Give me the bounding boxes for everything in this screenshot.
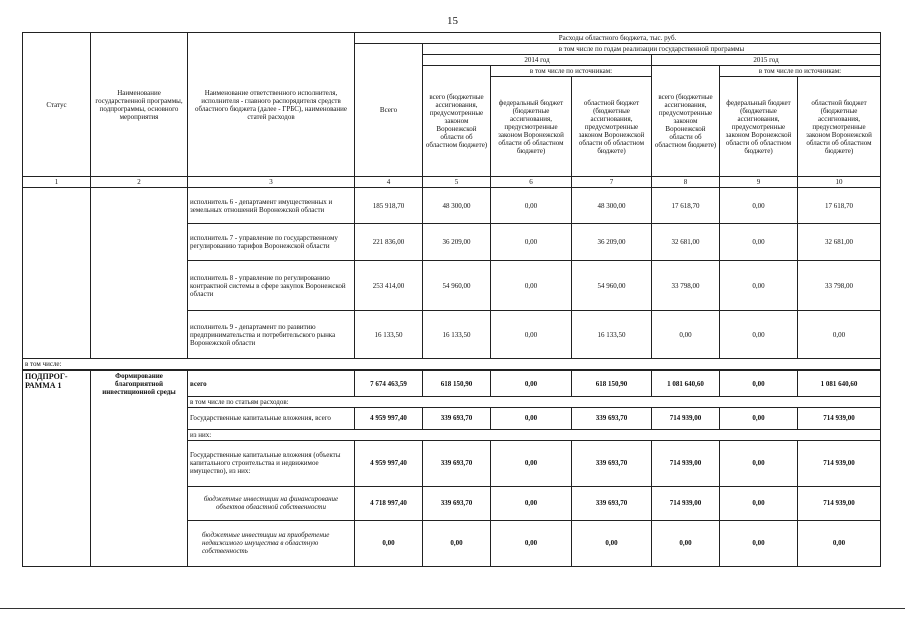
value-cell: 618 150,90 <box>572 370 652 396</box>
header-by-years: в том числе по годам реализации государственной программы <box>423 44 881 55</box>
value-cell: 36 209,00 <box>423 224 491 261</box>
value-cell: 17 618,70 <box>652 188 720 224</box>
including-label: в том числе: <box>23 359 881 371</box>
header-total: Всего <box>355 44 423 177</box>
value-cell: 339 693,70 <box>572 407 652 429</box>
column-number: 6 <box>491 177 572 188</box>
value-cell: 0,00 <box>491 440 572 486</box>
column-number: 10 <box>798 177 881 188</box>
value-cell: 1 081 640,60 <box>652 370 720 396</box>
value-cell: 0,00 <box>720 311 798 359</box>
value-cell: 221 836,00 <box>355 224 423 261</box>
row-label: всего <box>188 370 355 396</box>
value-cell: 0,00 <box>652 311 720 359</box>
value-cell: 0,00 <box>798 520 881 566</box>
table-row-executor-6 <box>23 188 881 224</box>
table-row-subprogram-total <box>23 370 881 396</box>
by-articles-label: в том числе по статьям расходов: <box>188 396 881 407</box>
header-2015-regional: областной бюджет (бюджетные ассигнования, предусмотренные законом Воронежской области об областном бюджете) <box>798 77 881 177</box>
value-cell: 339 693,70 <box>572 440 652 486</box>
value-cell: 0,00 <box>491 311 572 359</box>
value-cell: 32 681,00 <box>652 224 720 261</box>
column-number: 2 <box>91 177 188 188</box>
status-cell <box>23 188 91 359</box>
header-year-2015: 2015 год <box>652 55 881 66</box>
value-cell: 0,00 <box>572 520 652 566</box>
subprogram-status: ПОДПРОГ-РАММА 1 <box>23 370 91 566</box>
value-cell: 0,00 <box>798 311 881 359</box>
value-cell: 1 081 640,60 <box>798 370 881 396</box>
value-cell: 714 939,00 <box>652 407 720 429</box>
value-cell: 339 693,70 <box>423 440 491 486</box>
value-cell: 36 209,00 <box>572 224 652 261</box>
value-cell: 253 414,00 <box>355 261 423 311</box>
column-number: 1 <box>23 177 91 188</box>
value-cell: 48 300,00 <box>572 188 652 224</box>
value-cell: 0,00 <box>720 486 798 520</box>
value-cell: 339 693,70 <box>572 486 652 520</box>
value-cell: 0,00 <box>652 520 720 566</box>
header-2014-sources: в том числе по источникам: <box>491 66 652 77</box>
value-cell: 0,00 <box>491 224 572 261</box>
value-cell: 0,00 <box>720 440 798 486</box>
value-cell: 4 718 997,40 <box>355 486 423 520</box>
value-cell: 16 133,50 <box>572 311 652 359</box>
bottom-divider <box>0 608 905 609</box>
value-cell: 339 693,70 <box>423 407 491 429</box>
header-program-name: Наименование государственной программы, подпрограммы, основного мероприятия <box>91 33 188 177</box>
value-cell: 17 618,70 <box>798 188 881 224</box>
header-2015-all: всего (бюджетные ассигнования, предусмотренные законом Воронежской области об областном бюджете) <box>652 66 720 177</box>
value-cell: 0,00 <box>720 224 798 261</box>
value-cell: 714 939,00 <box>652 486 720 520</box>
value-cell: 7 674 463,59 <box>355 370 423 396</box>
row-label: исполнитель 7 - управление по государственному регулированию тарифов Воронежской области <box>188 224 355 261</box>
column-number: 7 <box>572 177 652 188</box>
column-number: 3 <box>188 177 355 188</box>
value-cell: 0,00 <box>491 407 572 429</box>
row-label: Государственные капитальные вложения, всего <box>188 407 355 429</box>
value-cell: 33 798,00 <box>798 261 881 311</box>
header-2014-all: всего (бюджетные ассигнования, предусмотренные законом Воронежской области об областном бюджете) <box>423 66 491 177</box>
header-2014-federal: федеральный бюджет (бюджетные ассигнования, предусмотренные законом Воронежской области об областном бюджете) <box>491 77 572 177</box>
column-number: 5 <box>423 177 491 188</box>
value-cell: 54 960,00 <box>423 261 491 311</box>
value-cell: 33 798,00 <box>652 261 720 311</box>
header-2015-sources: в том числе по источникам: <box>720 66 881 77</box>
value-cell: 0,00 <box>355 520 423 566</box>
value-cell: 32 681,00 <box>798 224 881 261</box>
header-2015-federal: федеральный бюджет (бюджетные ассигнования, предусмотренные законом Воронежской области об областном бюджете) <box>720 77 798 177</box>
row-label: бюджетные инвестиции на приобретение недвижимого имущества в областную собственность <box>188 520 355 566</box>
value-cell: 0,00 <box>491 188 572 224</box>
budget-table <box>22 32 881 567</box>
value-cell: 0,00 <box>491 261 572 311</box>
value-cell: 0,00 <box>720 407 798 429</box>
header-expenses: Расходы областного бюджета, тыс. руб. <box>355 33 881 44</box>
value-cell: 16 133,50 <box>355 311 423 359</box>
value-cell: 618 150,90 <box>423 370 491 396</box>
program-cell <box>91 188 188 359</box>
row-label: Государственные капитальные вложения (объекты капитального строительства и недвижимое имущество), из них: <box>188 440 355 486</box>
row-label: исполнитель 9 - департамент по развитию предпринимательства и потребительского рынка Воронежской области <box>188 311 355 359</box>
value-cell: 714 939,00 <box>798 486 881 520</box>
value-cell: 0,00 <box>720 188 798 224</box>
row-label: исполнитель 6 - департамент имущественных и земельных отношений Воронежской области <box>188 188 355 224</box>
value-cell: 714 939,00 <box>798 407 881 429</box>
row-label: бюджетные инвестиции на финансирование объектов областной собственности <box>188 486 355 520</box>
value-cell: 0,00 <box>720 261 798 311</box>
value-cell: 714 939,00 <box>798 440 881 486</box>
value-cell: 0,00 <box>491 486 572 520</box>
value-cell: 48 300,00 <box>423 188 491 224</box>
page-number: 15 <box>447 15 458 27</box>
value-cell: 0,00 <box>491 520 572 566</box>
value-cell: 0,00 <box>423 520 491 566</box>
column-number: 9 <box>720 177 798 188</box>
value-cell: 4 959 997,40 <box>355 407 423 429</box>
value-cell: 0,00 <box>720 370 798 396</box>
column-number: 8 <box>652 177 720 188</box>
value-cell: 4 959 997,40 <box>355 440 423 486</box>
value-cell: 54 960,00 <box>572 261 652 311</box>
table-row-including <box>23 359 881 371</box>
value-cell: 0,00 <box>720 520 798 566</box>
subprogram-name: Формирование благоприятной инвестиционной среды <box>91 370 188 566</box>
header-status: Статус <box>23 33 91 177</box>
value-cell: 714 939,00 <box>652 440 720 486</box>
value-cell: 185 918,70 <box>355 188 423 224</box>
header-year-2014: 2014 год <box>423 55 652 66</box>
of-them-label: из них: <box>188 429 881 440</box>
value-cell: 0,00 <box>491 370 572 396</box>
value-cell: 339 693,70 <box>423 486 491 520</box>
column-number: 4 <box>355 177 423 188</box>
row-label: исполнитель 8 - управление по регулированию контрактной системы в сфере закупок Воронежской области <box>188 261 355 311</box>
value-cell: 16 133,50 <box>423 311 491 359</box>
header-2014-regional: областной бюджет (бюджетные ассигнования, предусмотренные законом Воронежской области об областном бюджете) <box>572 77 652 177</box>
header-executor: Наименование ответственного исполнителя, исполнителя - главного распорядителя средств областного бюджета (далее - ГРБС), наименование статей расходов <box>188 33 355 177</box>
